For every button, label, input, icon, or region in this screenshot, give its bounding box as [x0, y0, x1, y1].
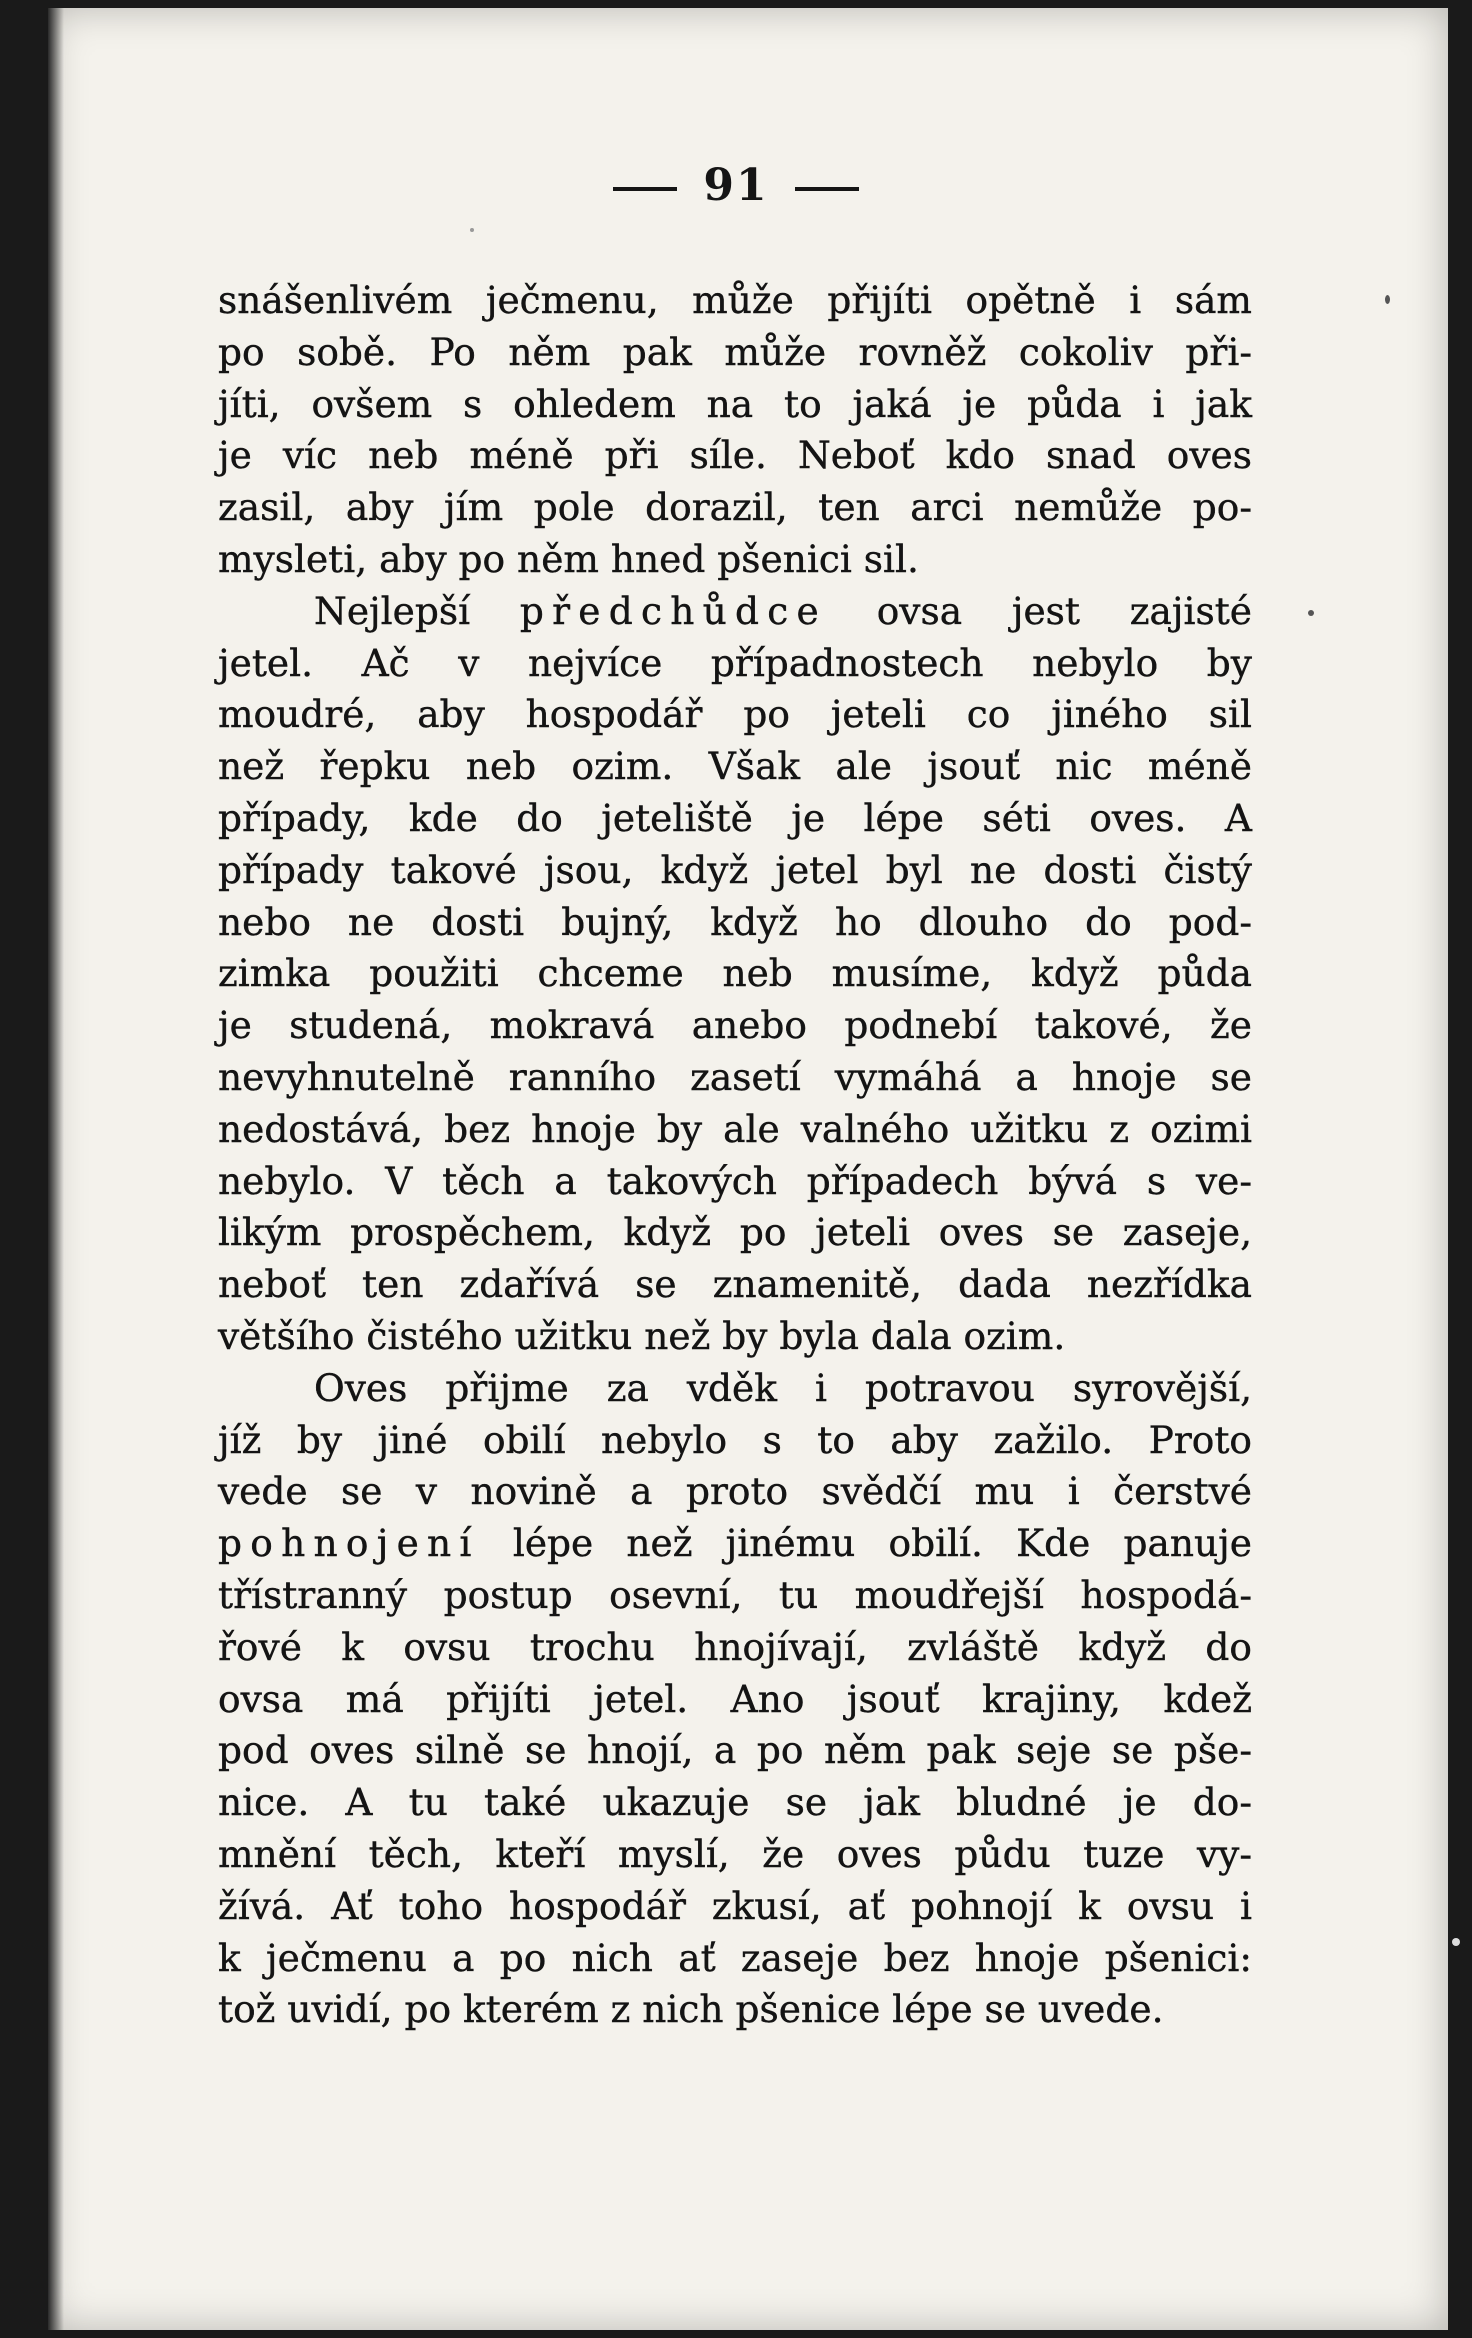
scan-speck — [470, 228, 474, 232]
scan-speck — [1308, 610, 1314, 616]
text-line: zasil, aby jím pole dorazil, ten arci nemůže po- — [218, 485, 1252, 530]
text-line: je víc neb méně při síle. Neboť kdo snad oves — [218, 433, 1252, 478]
text-line: moudré, aby hospodář po jeteli co jiného sil — [218, 692, 1252, 737]
text-run: lépe než jinému obilí. Kde panuje — [479, 1521, 1252, 1566]
text-line: nevyhnutelně ranního zasetí vymáhá a hnoje se — [218, 1054, 1252, 1099]
body-text — [218, 275, 1252, 2036]
page-header — [0, 160, 1472, 211]
text-line: než řepku neb ozim. Však ale jsouť nic méně — [218, 744, 1252, 789]
text-line: vede se v novině a proto svědčí mu i čerstvé — [218, 1469, 1252, 1514]
text-line: tož uvidí, po kterém z nich pšenice lépe se uvede. — [218, 1987, 1164, 2032]
text-line: snášenlivém ječmenu, může přijíti opětně i sám — [218, 278, 1252, 322]
page-spine-shadow — [48, 8, 64, 2330]
page-number: 91 — [703, 160, 769, 211]
text-line: jíti, ovšem s ohledem na to jaká je půda i jak — [218, 381, 1252, 426]
text-line: třístranný postup osevní, tu moudřejší hospodá- — [218, 1572, 1252, 1617]
text-line: většího čistého užitku než by byla dala ozim. — [218, 1313, 1066, 1358]
text-line: Oves přijme za vděk i potravou syrovější, — [314, 1365, 1252, 1410]
text-line: je studená, mokravá anebo podnebí takové, že — [218, 1003, 1252, 1048]
text-run: Nejlepší — [314, 588, 520, 633]
scan-speck — [1385, 295, 1390, 304]
text-line: nice. A tu také ukazuje se jak bludné je do- — [218, 1780, 1252, 1825]
emphasized-term: pohnojení — [218, 1521, 480, 1566]
text-line: neboť ten zdařívá se znamenitě, dada nezřídka — [218, 1262, 1252, 1307]
text-line: případy, kde do jeteliště je lépe séti oves. A — [218, 795, 1252, 840]
text-line: k ječmenu a po nich ať zaseje bez hnoje pšenici: — [218, 1935, 1252, 1980]
header-dash-left — [613, 187, 677, 191]
scan-speck — [1452, 1938, 1460, 1946]
text-line: řové k ovsu trochu hnojívají, zvláště když do — [218, 1624, 1252, 1669]
text-line: ovsa má přijíti jetel. Ano jsouť krajiny, kdež — [218, 1676, 1252, 1721]
text-line: likým prospěchem, když po jeteli oves se zaseje, — [218, 1210, 1252, 1255]
text-line: nebo ne dosti bujný, když ho dlouho do pod- — [218, 899, 1252, 944]
text-line: mysleti, aby po něm hned pšenici sil. — [218, 536, 919, 581]
text-line: pod oves silně se hnojí, a po něm pak seje se pše- — [218, 1728, 1252, 1773]
text-line: jetel. Ač v nejvíce případnostech nebylo by — [218, 640, 1252, 685]
text-line: případy takové jsou, když jetel byl ne dosti čistý — [218, 847, 1252, 892]
emphasized-term: předchůdce — [519, 588, 827, 633]
text-line: žívá. Ať toho hospodář zkusí, ať pohnojí k ovsu i — [218, 1883, 1252, 1928]
text-line: mnění těch, kteří myslí, že oves půdu tuze vy- — [218, 1831, 1252, 1876]
text-line — [218, 586, 1252, 638]
text-run: ovsa jest zajisté — [826, 588, 1252, 633]
text-line: nedostává, bez hnoje by ale valného užitku z ozimi — [218, 1106, 1252, 1151]
text-line: nebylo. V těch a takových případech bývá s ve- — [218, 1158, 1252, 1203]
text-line: zimka použiti chceme neb musíme, když půda — [218, 951, 1252, 996]
header-dash-right — [795, 187, 859, 191]
text-line — [218, 1518, 1252, 1570]
text-line: jíž by jiné obilí nebylo s to aby zažilo. Proto — [218, 1417, 1252, 1462]
text-line: po sobě. Po něm pak může rovněž cokoliv při- — [218, 329, 1252, 374]
